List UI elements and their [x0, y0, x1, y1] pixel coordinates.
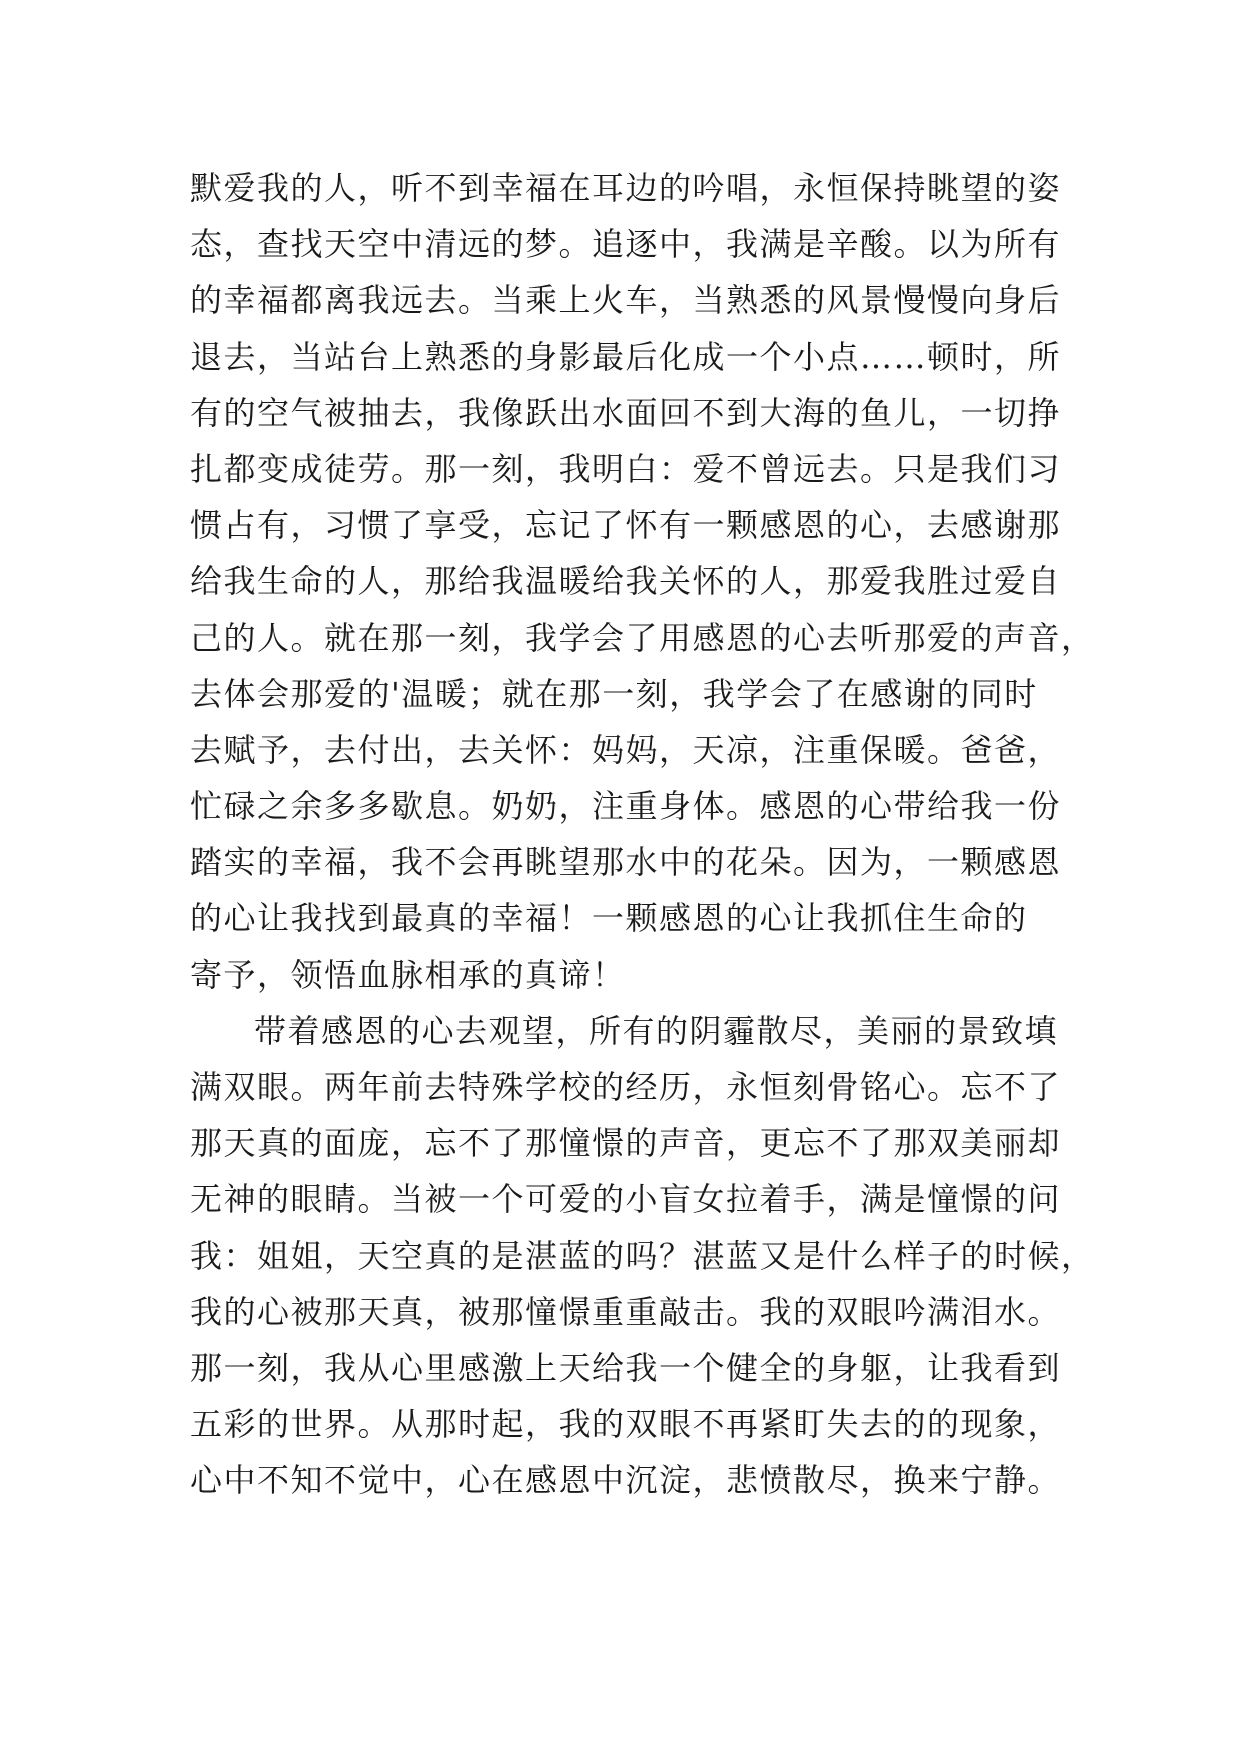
text-line: 有的空气被抽去，我像跃出水面回不到大海的鱼儿，一切挣: [190, 393, 1062, 432]
paragraph-1: [190, 160, 1095, 1003]
text-line: 态，查找天空中清远的梦。追逐中，我满是辛酸。以为所有: [190, 225, 1062, 264]
text-line: 默爱我的人，听不到幸福在耳边的吟唱，永恒保持眺望的姿: [190, 169, 1062, 207]
text-line: 那一刻，我从心里感激上天给我一个健全的身躯，让我看到: [190, 1348, 1062, 1387]
text-line: 忙碌之余多多歇息。奶奶，注重身体。感恩的心带给我一份: [190, 787, 1062, 826]
body-text: [190, 160, 1095, 1509]
text-line: 去体会那爱的'温暖；就在那一刻，我学会了在感谢的同时: [190, 674, 1038, 713]
text-line: 心中不知不觉中，心在感恩中沉淀，悲愤散尽，换来宁静。: [190, 1461, 1062, 1500]
text-line: 无神的眼睛。当被一个可爱的小盲女拉着手，满是憧憬的问: [190, 1180, 1062, 1219]
text-line: 惯占有，习惯了享受，忘记了怀有一颗感恩的心，去感谢那: [190, 506, 1062, 545]
paragraph-2: [190, 1003, 1095, 1509]
text-line: 的心让我找到最真的幸福！一颗感恩的心让我抓住生命的: [190, 899, 1028, 938]
text-line: 满双眼。两年前去特殊学校的经历，永恒刻骨铭心。忘不了: [190, 1068, 1062, 1106]
text-line: 给我生命的人，那给我温暖给我关怀的人，那爱我胜过爱自: [190, 562, 1062, 601]
text-line: 的幸福都离我远去。当乘上火车，当熟悉的风景慢慢向身后: [190, 281, 1062, 320]
text-line: 去赋予，去付出，去关怀：妈妈，天凉，注重保暖。爸爸，: [190, 730, 1062, 769]
text-line: 五彩的世界。从那时起，我的双眼不再紧盯失去的的现象，: [190, 1405, 1062, 1444]
text-line: 退去，当站台上熟悉的身影最后化成一个小点……顿时，所: [190, 337, 1062, 376]
text-line: 己的人。就在那一刻，我学会了用感恩的心去听那爱的声音，: [190, 618, 1095, 657]
text-line: 踏实的幸福，我不会再眺望那水中的花朵。因为，一颗感恩: [190, 843, 1062, 882]
text-line: 我：姐姐，天空真的是湛蓝的吗？湛蓝又是什么样子的时候，: [190, 1236, 1095, 1275]
text-line: 带着感恩的心去观望，所有的阴霾散尽，美丽的景致填: [254, 1011, 1059, 1050]
text-line: 那天真的面庞，忘不了那憧憬的声音，更忘不了那双美丽却: [190, 1124, 1062, 1163]
text-line: 我的心被那天真，被那憧憬重重敲击。我的双眼吟满泪水。: [190, 1292, 1062, 1331]
text-line: 扎都变成徒劳。那一刻，我明白：爱不曾远去。只是我们习: [190, 449, 1062, 488]
text-line: 寄予，领悟血脉相承的真谛！: [190, 955, 626, 994]
